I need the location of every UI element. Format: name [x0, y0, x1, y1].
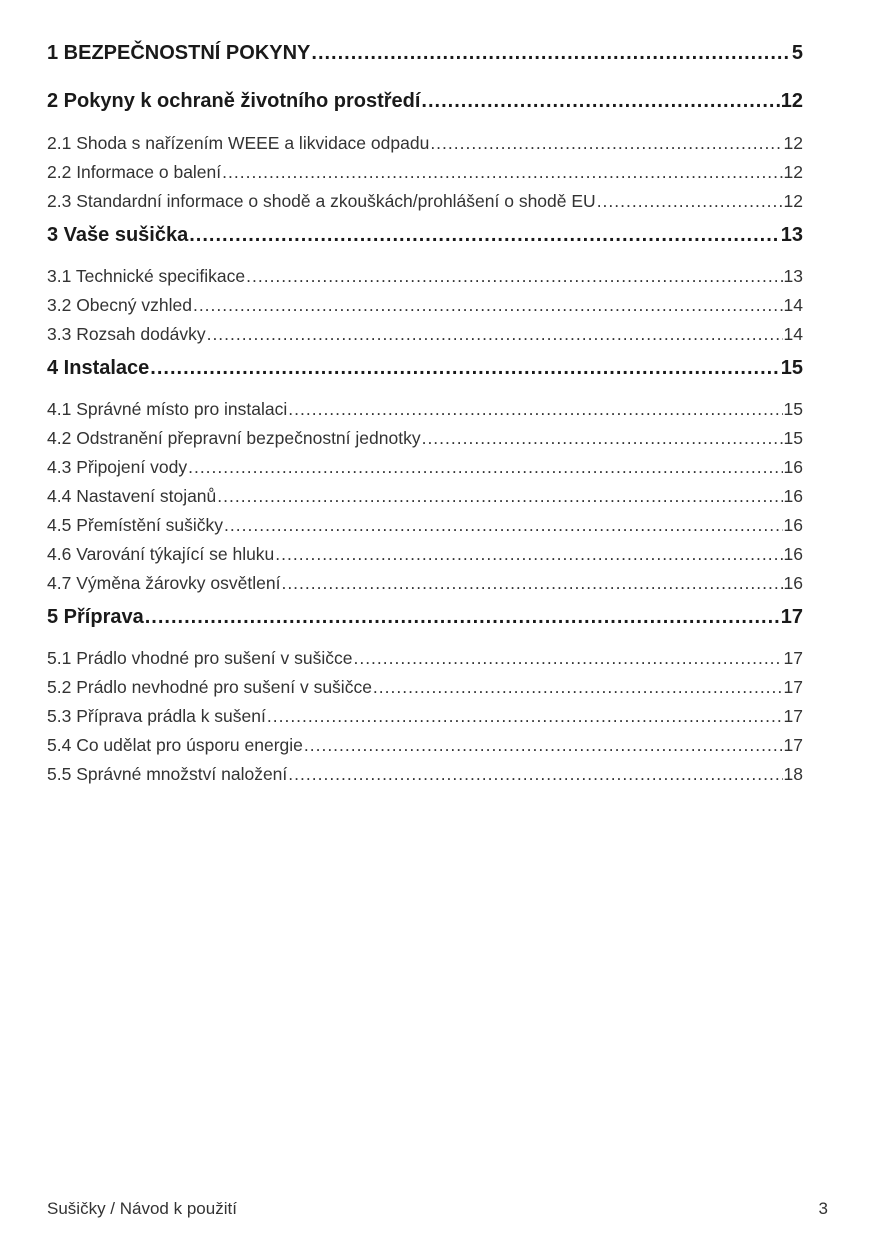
toc-entry-label: 3.2 Obecný vzhled: [47, 295, 192, 315]
leader-dots: [217, 486, 782, 507]
toc-entry-5-3[interactable]: [47, 706, 803, 727]
toc-entry-page: 15: [783, 399, 803, 419]
leader-dots: [188, 457, 782, 478]
toc-entry-5[interactable]: [47, 606, 803, 629]
toc-entry-3-1[interactable]: [47, 266, 803, 287]
toc-entry-label: 2.1 Shoda s nařízením WEEE a likvidace odpadu: [47, 133, 430, 153]
toc-entry-4-7[interactable]: [47, 573, 803, 594]
toc-entry-label: 3.3 Rozsah dodávky: [47, 324, 206, 344]
toc-entry-4-2[interactable]: [47, 428, 803, 449]
leader-dots: [246, 266, 782, 287]
toc-entry-page: 12: [783, 133, 803, 153]
toc-entry-page: 16: [783, 515, 803, 535]
leader-dots: [597, 191, 783, 212]
toc-entry-label: 5.2 Prádlo nevhodné pro sušení v sušičce: [47, 677, 372, 697]
leader-dots: [189, 224, 780, 247]
toc-entry-label: 4.4 Nastavení stojanů: [47, 486, 217, 506]
toc-entry-label: 5.1 Prádlo vhodné pro sušení v sušičce: [47, 648, 353, 668]
leader-dots: [193, 295, 783, 316]
toc-entry-page: 13: [783, 266, 803, 286]
leader-dots: [288, 399, 782, 420]
toc-entry-page: 16: [783, 573, 803, 593]
leader-dots: [421, 90, 779, 113]
leader-dots: [373, 677, 783, 698]
leader-dots: [267, 706, 783, 727]
toc-entry-3-2[interactable]: [47, 295, 803, 316]
footer-document-title: Sušičky / Návod k použití: [47, 1199, 237, 1218]
toc-entry-page: 14: [783, 324, 803, 344]
toc-entry-label: 3.1 Technické specifikace: [47, 266, 246, 286]
toc-entry-page: 16: [783, 486, 803, 506]
toc-entry-page: 14: [783, 295, 803, 315]
toc-entry-label: 4.1 Správné místo pro instalaci: [47, 399, 288, 419]
toc-entry-page: 16: [783, 457, 803, 477]
toc-entry-label: 4 Instalace: [47, 357, 150, 379]
toc-entry-3[interactable]: [47, 224, 803, 247]
leader-dots: [275, 544, 782, 565]
toc-entry-page: 18: [783, 764, 803, 784]
toc-entry-4[interactable]: [47, 357, 803, 380]
toc-entry-label: 5.5 Správné množství naložení: [47, 764, 288, 784]
toc-entry-label: 5.4 Co udělat pro úsporu energie: [47, 735, 303, 755]
toc-entry-label: 3 Vaše sušička: [47, 224, 189, 246]
toc-entry-5-2[interactable]: [47, 677, 803, 698]
toc-entry-2[interactable]: [47, 90, 803, 113]
toc-entry-5-4[interactable]: [47, 735, 803, 756]
leader-dots: [150, 357, 779, 380]
toc-entry-label: 5 Příprava: [47, 606, 144, 628]
toc-entry-1[interactable]: [47, 42, 803, 65]
toc-entry-page: 12: [780, 90, 803, 112]
leader-dots: [311, 42, 790, 65]
toc-entry-label: 2.3 Standardní informace o shodě a zkouškách/prohlášení o shodě EU: [47, 191, 596, 211]
toc-entry-page: 17: [783, 706, 803, 726]
leader-dots: [207, 324, 783, 345]
toc-entry-page: 13: [780, 224, 803, 246]
toc-entry-4-3[interactable]: [47, 457, 803, 478]
leader-dots: [222, 162, 782, 183]
leader-dots: [145, 606, 780, 629]
toc-entry-page: 17: [783, 677, 803, 697]
toc-entry-3-3[interactable]: [47, 324, 803, 345]
footer-page-number: 3: [818, 1199, 828, 1218]
leader-dots: [353, 648, 782, 669]
toc-entry-4-6[interactable]: [47, 544, 803, 565]
toc-entry-page: 17: [780, 606, 803, 628]
leader-dots: [288, 764, 782, 785]
toc-entry-page: 12: [783, 191, 803, 211]
leader-dots: [224, 515, 782, 536]
toc-entry-label: 4.5 Přemístění sušičky: [47, 515, 224, 535]
toc-entry-page: 15: [780, 357, 803, 379]
toc-entry-2-3[interactable]: [47, 191, 803, 212]
toc-entry-4-4[interactable]: [47, 486, 803, 507]
toc-entry-page: 5: [791, 42, 803, 64]
toc-entry-page: 17: [783, 648, 803, 668]
toc-entry-label: 4.2 Odstranění přepravní bezpečnostní jednotky: [47, 428, 421, 448]
toc-entry-page: 15: [783, 428, 803, 448]
toc-entry-label: 4.6 Varování týkající se hluku: [47, 544, 275, 564]
toc-entry-2-2[interactable]: [47, 162, 803, 183]
toc-entry-2-1[interactable]: [47, 133, 803, 154]
toc-entry-label: 4.3 Připojení vody: [47, 457, 188, 477]
leader-dots: [281, 573, 782, 594]
toc-entry-label: 4.7 Výměna žárovky osvětlení: [47, 573, 281, 593]
toc-entry-label: 1 BEZPEČNOSTNÍ POKYNY: [47, 42, 311, 64]
toc-entry-page: 16: [783, 544, 803, 564]
toc-entry-page: 17: [783, 735, 803, 755]
leader-dots: [304, 735, 783, 756]
toc-entry-4-1[interactable]: [47, 399, 803, 420]
toc-entry-label: 2 Pokyny k ochraně životního prostředí: [47, 90, 421, 112]
toc-entry-page: 12: [783, 162, 803, 182]
toc-entry-4-5[interactable]: [47, 515, 803, 536]
toc-entry-label: 2.2 Informace o balení: [47, 162, 222, 182]
toc-entry-label: 5.3 Příprava prádla k sušení: [47, 706, 266, 726]
toc-entry-5-5[interactable]: [47, 764, 803, 785]
leader-dots: [430, 133, 782, 154]
toc-entry-5-1[interactable]: [47, 648, 803, 669]
leader-dots: [422, 428, 783, 449]
